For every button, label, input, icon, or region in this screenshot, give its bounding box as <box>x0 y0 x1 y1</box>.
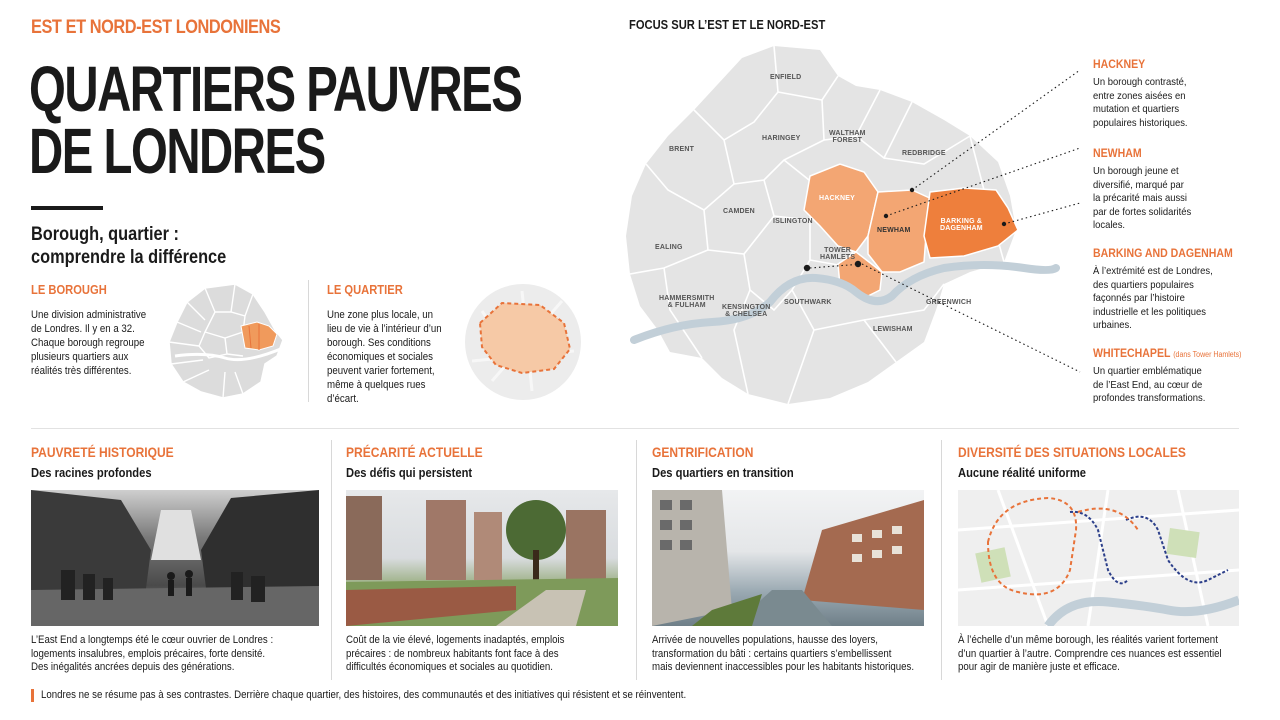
column-text-line: pour agir de manière juste et efficace. <box>958 661 1120 673</box>
column-text-line: transformation du bâti : certains quartiers s’embellissent <box>652 647 892 660</box>
column-heading: PRÉCARITÉ ACTUELLE <box>346 444 483 460</box>
area-text-line: profondes transformations. <box>1093 392 1206 404</box>
area-heading: NEWHAM <box>1093 146 1142 160</box>
area-text-line: diversifié, marqué par <box>1093 178 1184 191</box>
column-subheading: Des défis qui persistent <box>346 465 473 480</box>
area-text-line: façonnés par l’histoire <box>1093 292 1185 304</box>
map-label-haringey: HARINGEY <box>762 135 801 142</box>
map-label-southwark: SOUTHWARK <box>784 299 832 306</box>
column-text-line: mais deviennent inaccessibles pour les habitants historiques. <box>652 661 915 673</box>
column-text-line: Des inégalités ancrées depuis des générations. <box>31 661 235 673</box>
divider <box>941 440 942 680</box>
title-line-1: QUARTIERS PAUVRES <box>29 53 522 125</box>
area-hackney <box>1093 57 1268 130</box>
subtitle-line-2: comprendre la différence <box>31 247 227 268</box>
area-heading <box>1093 346 1247 360</box>
area-text-line: de l’East End, au cœur de <box>1093 378 1203 391</box>
map-label-redbridge: REDBRIDGE <box>902 150 946 157</box>
borough-text-line: de Londres. Il y en a 32. <box>31 323 135 335</box>
area-text-line: par de fortes solidarités <box>1093 205 1192 218</box>
column-text <box>652 634 920 675</box>
column-text-line: d’un quartier à l’autre. Comprendre ces nuances est essentiel <box>958 647 1222 660</box>
divider <box>331 440 332 680</box>
map-label-waltham-forest: WALTHAM FOREST <box>829 130 866 144</box>
divider <box>636 440 637 680</box>
column-heading: DIVERSITÉ DES SITUATIONS LOCALES <box>958 444 1186 460</box>
quartier-text-line: même à quelques rues <box>327 379 426 391</box>
quartier-text-line: borough. Ses conditions <box>327 337 431 349</box>
map-label-barking: BARKING & DAGENHAM <box>940 218 983 232</box>
area-barking <box>1093 246 1268 333</box>
historic-street-photo <box>31 490 319 626</box>
quartier-text-line: d’écart. <box>327 393 359 405</box>
area-text-line: des quartiers populaires <box>1093 278 1194 291</box>
area-heading: HACKNEY <box>1093 57 1146 71</box>
area-text-line: Un borough contrasté, <box>1093 76 1187 88</box>
map-label-newham: NEWHAM <box>877 227 911 234</box>
map-label-greenwich: GREENWICH <box>926 299 972 306</box>
borough-text-line: Chaque borough regroupe <box>31 337 145 349</box>
quartier-text-line: peuvent varier fortement, <box>327 365 435 377</box>
map-label-lewisham: LEWISHAM <box>873 326 913 333</box>
area-newham <box>1093 146 1268 233</box>
quartier-text-line: lieu de vie à l’intérieur d’un <box>327 323 442 335</box>
borough-text-line: plusieurs quartiers aux <box>31 351 129 363</box>
subtitle-line-1: Borough, quartier : <box>31 224 179 245</box>
column-subheading: Des quartiers en transition <box>652 465 794 480</box>
column-text-line: À l’échelle d’un même borough, les réalités varient fortement <box>958 634 1218 646</box>
area-text <box>1093 165 1264 233</box>
area-text-line: urbaines. <box>1093 319 1132 331</box>
area-text <box>1093 265 1264 333</box>
map-label-islington: ISLINGTON <box>773 218 813 225</box>
column-text <box>346 634 614 675</box>
column-heading: GENTRIFICATION <box>652 444 754 460</box>
quartier-text-line: économiques et sociales <box>327 351 434 363</box>
area-text-line: entre zones aisées en <box>1093 89 1186 102</box>
column-text <box>958 634 1226 675</box>
area-text <box>1093 365 1264 406</box>
column-text <box>31 634 299 675</box>
column-subheading: Aucune réalité uniforme <box>958 465 1086 480</box>
column-text-line: L’East End a longtemps été le cœur ouvrier de Londres : <box>31 634 274 646</box>
area-text-line: locales. <box>1093 219 1126 231</box>
area-text <box>1093 76 1264 130</box>
borough-text-line: Une division administrative <box>31 309 147 321</box>
area-heading-text: WHITECHAPEL <box>1093 346 1171 360</box>
area-text-line: À l’extrémité est de Londres, <box>1093 265 1213 277</box>
column-text-line: Arrivée de nouvelles populations, hausse des loyers, <box>652 634 879 646</box>
column-subheading: Des racines profondes <box>31 465 152 480</box>
area-whitechapel <box>1093 346 1268 406</box>
quartier-heading: LE QUARTIER <box>327 282 403 297</box>
area-text-line: industrielle et les politiques <box>1093 305 1206 318</box>
map-label-brent: BRENT <box>669 146 695 153</box>
column-heading: PAUVRETÉ HISTORIQUE <box>31 444 174 460</box>
footer-accent-bar <box>31 689 34 702</box>
column-text-line: logements insalubres, emplois précaires, forte densité. <box>31 647 266 660</box>
area-text-line: populaires historiques. <box>1093 116 1188 129</box>
area-text-line: Un quartier emblématique <box>1093 365 1202 377</box>
column-text-line: Coût de la vie élevé, logements inadaptés, emplois <box>346 634 565 646</box>
column-text-line: difficultés économiques et sociales au quotidien. <box>346 661 554 673</box>
borough-heading: LE BOROUGH <box>31 282 107 297</box>
map-label-tower-hamlets: TOWER HAMLETS <box>820 247 856 261</box>
title-line-2: DE LONDRES <box>29 115 325 187</box>
area-heading-paren: (dans Tower Hamlets) <box>1173 350 1242 359</box>
column-text-line: précaires : de nombreux habitants font face à des <box>346 647 559 660</box>
quartier-text-line: Une zone plus locale, un <box>327 309 434 321</box>
map-label-camden: CAMDEN <box>723 208 755 215</box>
area-heading: BARKING AND DAGENHAM <box>1093 246 1233 260</box>
map-title: FOCUS SUR L’EST ET LE NORD-EST <box>629 17 826 32</box>
area-text-line: Un borough jeune et <box>1093 165 1179 177</box>
borough-text-line: réalités très différentes. <box>31 365 132 377</box>
area-text-line: la précarité mais aussi <box>1093 192 1188 204</box>
section-separator <box>31 428 1239 429</box>
map-label-hammersmith: HAMMERSMITH & FULHAM <box>659 295 715 309</box>
local-diversity-map <box>958 490 1239 626</box>
kicker: EST ET NORD-EST LONDONIENS <box>31 17 281 38</box>
map-label-ealing: EALING <box>655 244 683 251</box>
map-label-enfield: ENFIELD <box>770 74 802 81</box>
area-text-line: mutation et quartiers <box>1093 103 1180 115</box>
map-label-hackney: HACKNEY <box>819 195 856 202</box>
tower-blocks-photo <box>346 490 618 626</box>
canal-photo <box>652 490 924 626</box>
footer-text: Londres ne se résume pas à ses contrastes. Derrière chaque quartier, des histoires, des communautés et des initiatives qui résistent et se réinventent. <box>41 689 687 701</box>
map-label-kensington: KENSINGTON & CHELSEA <box>722 304 771 318</box>
